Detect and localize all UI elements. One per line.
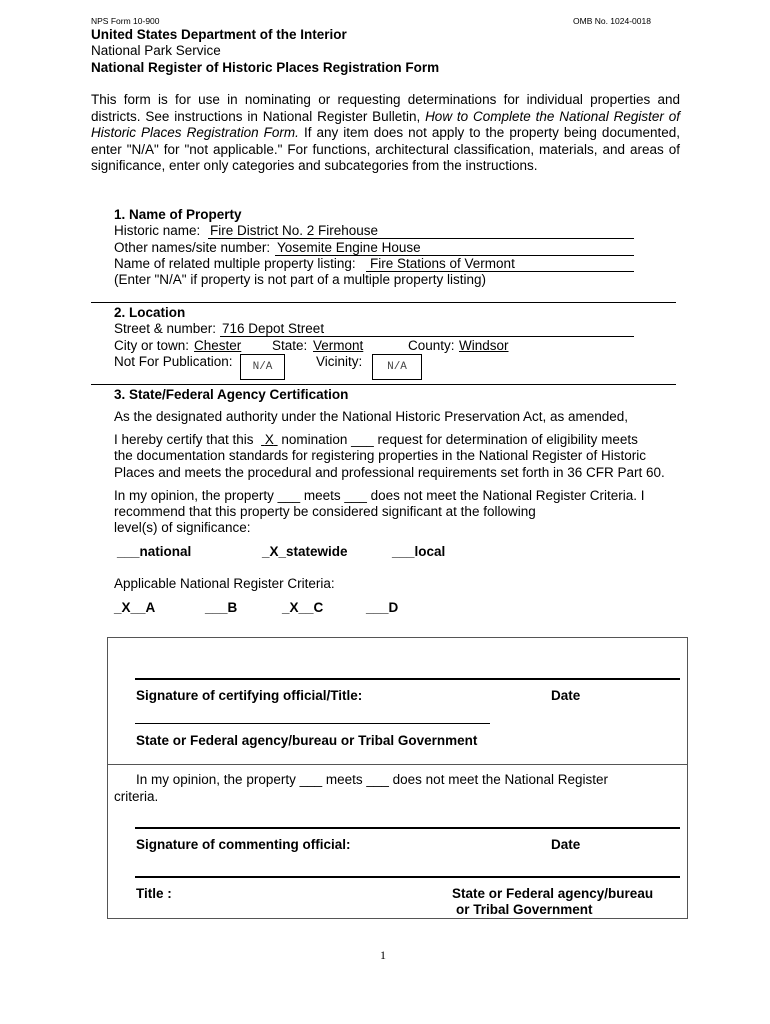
commenting-signature-label: Signature of commenting official:: [136, 837, 351, 852]
certify-rest: nomination ___ request for determination of eligibility meets: [281, 432, 638, 447]
agency-label-2b: or Tribal Government: [456, 902, 593, 917]
certifying-signature-label: Signature of certifying official/Title:: [136, 688, 363, 703]
criteria-a[interactable]: _X__A: [114, 600, 156, 615]
city-label: City or town:: [114, 338, 190, 353]
multiple-property-field[interactable]: Fire Stations of Vermont: [370, 256, 515, 271]
commenting-date-label: Date: [551, 837, 581, 852]
multiple-property-label: Name of related multiple property listing:: [114, 256, 356, 271]
agency-label-2a: State or Federal agency/bureau: [452, 886, 654, 901]
historic-name-underline: [208, 238, 634, 239]
agency-line[interactable]: [135, 723, 490, 724]
omb-number: OMB No. 1024-0018: [573, 16, 651, 26]
street-field[interactable]: 716 Depot Street: [222, 321, 325, 336]
certifying-date-label: Date: [551, 688, 581, 703]
commenting-opinion-line-1: In my opinion, the property ___ meets ___ does not meet the National Register: [136, 772, 609, 787]
form-title: National Register of Historic Places Registration Form: [91, 60, 440, 75]
vicinity-label: Vicinity:: [316, 354, 363, 369]
other-names-label: Other names/site number:: [114, 240, 271, 255]
title-label: Title :: [136, 886, 172, 901]
county-label: County:: [408, 338, 455, 353]
intro-text-1: This form is for use in nominating or requesting determinations for individual properties and districts. See instructions in National Register Bulletin,: [91, 92, 680, 124]
opinion-line-2: recommend that this property be considered significant at the following: [114, 504, 536, 519]
certify-mark[interactable]: [261, 432, 278, 447]
form-number: NPS Form 10-900: [91, 16, 160, 26]
historic-name-field[interactable]: Fire District No. 2 Firehouse: [210, 223, 379, 238]
commenting-signature-line[interactable]: [135, 827, 680, 829]
intro-text-2: If any item does not apply to the property being documented, enter "N/A" for "not applicable." For functions, architectural classification, materials, and areas of significance, enter only categories and subcategories from the instructions.: [91, 125, 680, 173]
agency-label: State or Federal agency/bureau or Tribal Government: [136, 733, 478, 748]
opinion-line-3: level(s) of significance:: [114, 520, 251, 535]
certify-prefix: I hereby certify that this: [114, 432, 254, 447]
certify-line: [114, 432, 638, 449]
street-label: Street & number:: [114, 321, 217, 336]
certify-line-2: the documentation standards for registering properties in the National Register of Historic: [114, 448, 647, 463]
multiple-property-note: (Enter "N/A" if property is not part of a multiple property listing): [114, 272, 486, 287]
street-underline: [220, 336, 634, 337]
state-field[interactable]: Vermont: [313, 338, 364, 353]
title-line[interactable]: [135, 876, 680, 878]
criteria-c[interactable]: _X__C: [282, 600, 324, 615]
county-field[interactable]: Windsor: [459, 338, 509, 353]
box-divider: [107, 764, 687, 765]
opinion-line-1: In my opinion, the property ___ meets ___ does not meet the National Register Criteria. I: [114, 488, 645, 503]
not-for-publication-field[interactable]: N/A: [240, 354, 285, 380]
service-title: National Park Service: [91, 43, 221, 58]
historic-name-label: Historic name:: [114, 223, 201, 238]
section-divider: [91, 384, 676, 385]
intro-paragraph: [91, 92, 680, 175]
section2-heading: 2. Location: [114, 305, 186, 320]
state-label: State:: [272, 338, 308, 353]
section1-heading: 1. Name of Property: [114, 207, 242, 222]
criteria-b[interactable]: ___B: [205, 600, 238, 615]
section3-heading: 3. State/Federal Agency Certification: [114, 387, 349, 402]
page-number: 1: [380, 948, 386, 962]
other-names-field[interactable]: Yosemite Engine House: [277, 240, 421, 255]
bulletin-title: How to Complete the National Register of Historic Places Registration Form.: [91, 108, 680, 140]
level-statewide[interactable]: _X_statewide: [262, 544, 348, 559]
commenting-opinion-line-2: criteria.: [114, 789, 159, 804]
authority-statement: As the designated authority under the National Historic Preservation Act, as amended,: [114, 409, 629, 424]
level-local[interactable]: ___local: [392, 544, 446, 559]
certifying-signature-line[interactable]: [135, 678, 680, 680]
section-divider: [91, 302, 676, 303]
not-for-publication-label: Not For Publication:: [114, 354, 233, 369]
city-field[interactable]: Chester: [194, 338, 242, 353]
vicinity-field[interactable]: N/A: [372, 354, 422, 380]
certify-mark-value: X: [264, 432, 274, 447]
level-national[interactable]: ___national: [117, 544, 192, 559]
criteria-label: Applicable National Register Criteria:: [114, 576, 335, 591]
criteria-d[interactable]: ___D: [366, 600, 399, 615]
certify-line-3: Places and meets the procedural and professional requirements set forth in 36 CFR Part 60.: [114, 465, 665, 480]
department-title: United States Department of the Interior: [91, 27, 347, 42]
